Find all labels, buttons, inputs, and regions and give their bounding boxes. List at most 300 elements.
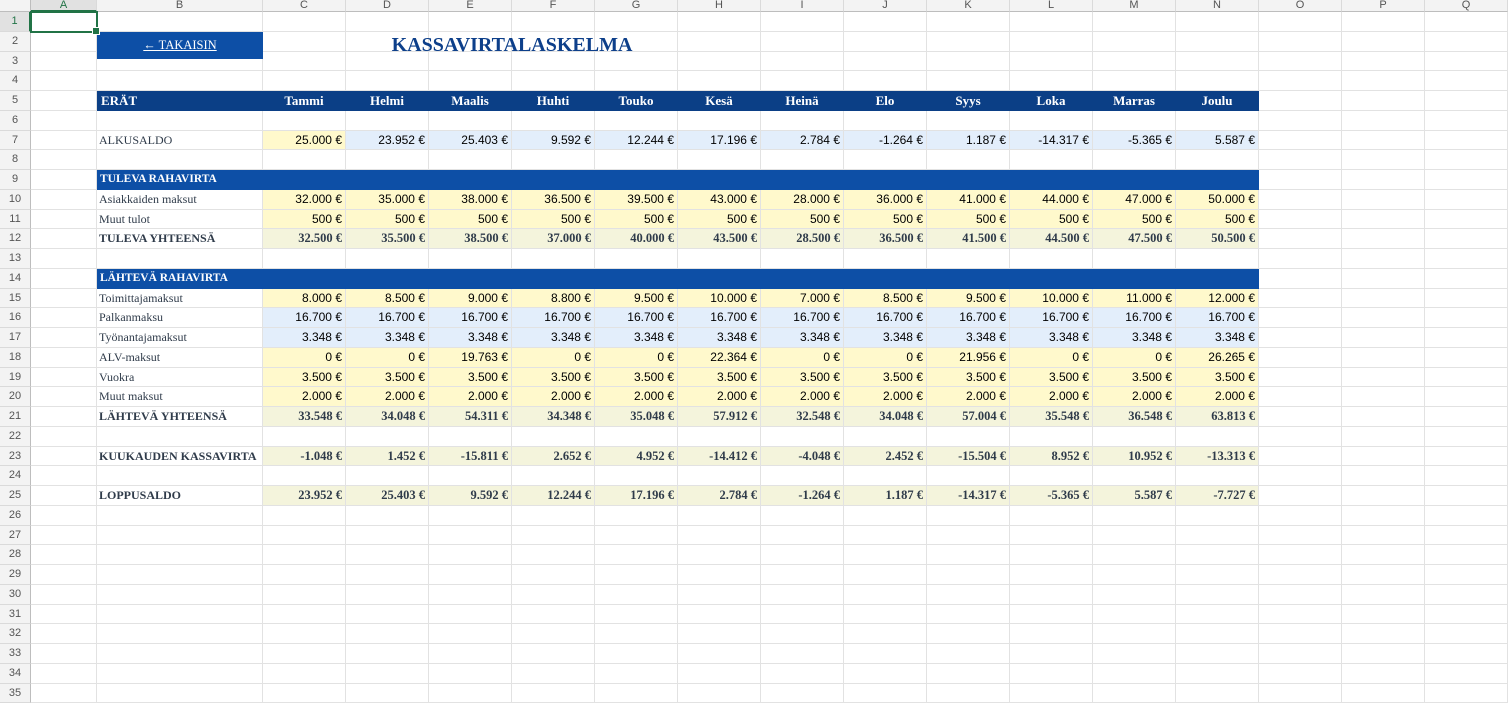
column-header-k[interactable]: K [927,0,1010,12]
inflow-row-label[interactable]: Asiakkaiden maksut [97,190,263,210]
outflow-value[interactable]: 3.348 € [761,328,844,348]
grid-cell[interactable] [263,605,346,625]
grid-cell[interactable] [927,249,1010,269]
row-header-34[interactable]: 34 [0,664,31,684]
grid-cell[interactable] [1259,466,1342,486]
row-header-31[interactable]: 31 [0,605,31,625]
grid-cell[interactable] [1176,624,1259,644]
grid-cell[interactable] [1342,210,1425,230]
opening-balance-value[interactable]: 12.244 € [595,131,678,151]
grid-cell[interactable] [263,71,346,91]
header-label-erat[interactable]: ERÄT [97,91,263,111]
outflow-row-label[interactable]: Toimittajamaksut [97,289,263,309]
grid-cell[interactable] [1342,585,1425,605]
month-header-elo[interactable]: Elo [844,91,927,111]
column-header-g[interactable]: G [595,0,678,12]
grid-cell[interactable] [346,526,429,546]
grid-cell[interactable] [844,506,927,526]
outflow-row-label[interactable]: Työnantajamaksut [97,328,263,348]
inflow-value[interactable]: 500 € [346,210,429,230]
grid-cell[interactable] [1342,624,1425,644]
closing-balance-value[interactable]: -1.264 € [761,486,844,506]
grid-cell[interactable] [844,111,927,131]
grid-cell[interactable] [1176,249,1259,269]
grid-cell[interactable] [927,684,1010,703]
outflow-value[interactable]: 19.763 € [429,348,512,368]
grid-cell[interactable] [1425,565,1508,585]
grid-cell[interactable] [97,664,263,684]
row-header-10[interactable]: 10 [0,190,31,210]
grid-cell[interactable] [1010,526,1093,546]
grid-cell[interactable] [1342,506,1425,526]
grid-cell[interactable] [346,585,429,605]
grid-cell[interactable] [678,466,761,486]
grid-cell[interactable] [429,565,512,585]
outflow-value[interactable]: 0 € [761,348,844,368]
monthly-cashflow-value[interactable]: 10.952 € [1093,447,1176,467]
fill-handle[interactable] [92,27,100,35]
grid-cell[interactable] [1342,328,1425,348]
grid-cell[interactable] [97,565,263,585]
grid-cell[interactable] [1342,526,1425,546]
grid-cell[interactable] [512,12,595,32]
month-header-kesä[interactable]: Kesä [678,91,761,111]
grid-cell[interactable] [429,684,512,703]
grid-cell[interactable] [1259,684,1342,703]
grid-cell[interactable] [263,624,346,644]
outflow-total-value[interactable]: 63.813 € [1176,407,1259,427]
monthly-cashflow-value[interactable]: -15.504 € [927,447,1010,467]
grid-cell[interactable] [31,526,97,546]
grid-cell[interactable] [1093,585,1176,605]
outflow-total-value[interactable]: 32.548 € [761,407,844,427]
grid-cell[interactable] [346,605,429,625]
outflow-value[interactable]: 3.348 € [595,328,678,348]
monthly-cashflow-value[interactable]: 1.452 € [346,447,429,467]
grid-cell[interactable] [1259,190,1342,210]
grid-cell[interactable] [31,565,97,585]
grid-cell[interactable] [1010,466,1093,486]
grid-cell[interactable] [761,526,844,546]
grid-cell[interactable] [1425,387,1508,407]
closing-balance-value[interactable]: 5.587 € [1093,486,1176,506]
grid-cell[interactable] [844,71,927,91]
grid-cell[interactable] [761,427,844,447]
grid-cell[interactable] [1342,605,1425,625]
outflow-value[interactable]: 2.000 € [927,387,1010,407]
grid-cell[interactable] [1342,170,1425,190]
grid-cell[interactable] [429,644,512,664]
grid-cell[interactable] [761,52,844,72]
outflow-value[interactable]: 8.500 € [346,289,429,309]
column-header-e[interactable]: E [429,0,512,12]
grid-cell[interactable] [97,427,263,447]
outflow-value[interactable]: 3.348 € [263,328,346,348]
outflow-value[interactable]: 16.700 € [1176,308,1259,328]
grid-cell[interactable] [31,624,97,644]
grid-cell[interactable] [1176,605,1259,625]
outflow-value[interactable]: 3.500 € [346,368,429,388]
grid-cell[interactable] [31,506,97,526]
outflow-value[interactable]: 16.700 € [512,308,595,328]
grid-cell[interactable] [595,111,678,131]
outflow-value[interactable]: 16.700 € [429,308,512,328]
outflow-total-value[interactable]: 33.548 € [263,407,346,427]
inflow-value[interactable]: 50.000 € [1176,190,1259,210]
grid-cell[interactable] [263,644,346,664]
inflow-total-value[interactable]: 35.500 € [346,229,429,249]
month-header-touko[interactable]: Touko [595,91,678,111]
monthly-cashflow-value[interactable]: -14.412 € [678,447,761,467]
grid-cell[interactable] [1259,328,1342,348]
outflow-value[interactable]: 8.000 € [263,289,346,309]
grid-cell[interactable] [346,466,429,486]
grid-cell[interactable] [1342,91,1425,111]
outflow-value[interactable]: 9.500 € [927,289,1010,309]
grid-cell[interactable] [595,150,678,170]
grid-cell[interactable] [1342,150,1425,170]
grid-cell[interactable] [761,644,844,664]
outflow-value[interactable]: 3.348 € [927,328,1010,348]
row-header-28[interactable]: 28 [0,545,31,565]
grid-cell[interactable] [1425,52,1508,72]
monthly-cashflow-value[interactable]: 2.652 € [512,447,595,467]
grid-cell[interactable] [97,605,263,625]
grid-cell[interactable] [1425,12,1508,32]
grid-cell[interactable] [1342,190,1425,210]
outflow-value[interactable]: 3.348 € [1010,328,1093,348]
closing-balance-value[interactable]: 23.952 € [263,486,346,506]
grid-cell[interactable] [1425,684,1508,703]
grid-cell[interactable] [927,12,1010,32]
grid-cell[interactable] [1010,111,1093,131]
grid-cell[interactable] [761,466,844,486]
grid-cell[interactable] [1093,664,1176,684]
grid-cell[interactable] [512,664,595,684]
month-header-syys[interactable]: Syys [927,91,1010,111]
grid-cell[interactable] [1093,565,1176,585]
inflow-value[interactable]: 500 € [1010,210,1093,230]
grid-cell[interactable] [1259,387,1342,407]
grid-cell[interactable] [97,526,263,546]
grid-cell[interactable] [97,585,263,605]
grid-cell[interactable] [1093,12,1176,32]
grid-cell[interactable] [263,249,346,269]
grid-cell[interactable] [1010,427,1093,447]
inflow-value[interactable]: 32.000 € [263,190,346,210]
grid-cell[interactable] [31,190,97,210]
grid-cell[interactable] [595,585,678,605]
column-header-i[interactable]: I [761,0,844,12]
grid-cell[interactable] [761,624,844,644]
grid-cell[interactable] [1093,150,1176,170]
grid-cell[interactable] [31,308,97,328]
grid-cell[interactable] [31,585,97,605]
grid-cell[interactable] [1425,664,1508,684]
grid-cell[interactable] [1010,565,1093,585]
grid-cell[interactable] [678,664,761,684]
grid-cell[interactable] [927,664,1010,684]
grid-cell[interactable] [429,12,512,32]
grid-cell[interactable] [761,545,844,565]
grid-cell[interactable] [97,150,263,170]
outflow-total-value[interactable]: 34.048 € [346,407,429,427]
grid-cell[interactable] [512,644,595,664]
grid-cell[interactable] [31,131,97,151]
grid-cell[interactable] [429,605,512,625]
grid-cell[interactable] [263,427,346,447]
grid-cell[interactable] [1425,71,1508,91]
outflow-value[interactable]: 11.000 € [1093,289,1176,309]
grid-cell[interactable] [1259,644,1342,664]
outflow-value[interactable]: 16.700 € [761,308,844,328]
outflow-value[interactable]: 3.500 € [512,368,595,388]
back-button[interactable]: ← TAKAISIN [97,32,263,60]
grid-cell[interactable] [1176,565,1259,585]
grid-cell[interactable] [927,506,1010,526]
grid-cell[interactable] [31,684,97,703]
grid-cell[interactable] [1425,624,1508,644]
column-header-l[interactable]: L [1010,0,1093,12]
grid-cell[interactable] [512,249,595,269]
grid-cell[interactable] [1425,526,1508,546]
outflow-total-label[interactable]: LÄHTEVÄ YHTEENSÄ [97,407,263,427]
outflow-value[interactable]: 3.500 € [927,368,1010,388]
grid-cell[interactable] [1010,71,1093,91]
grid-cell[interactable] [1093,52,1176,72]
grid-cell[interactable] [346,624,429,644]
grid-cell[interactable] [1425,466,1508,486]
grid-cell[interactable] [97,644,263,664]
grid-cell[interactable] [927,605,1010,625]
grid-cell[interactable] [512,624,595,644]
closing-balance-value[interactable]: 2.784 € [678,486,761,506]
grid-cell[interactable] [1093,684,1176,703]
row-header-17[interactable]: 17 [0,328,31,348]
grid-cell[interactable] [678,644,761,664]
grid-cell[interactable] [844,526,927,546]
outflow-value[interactable]: 0 € [1093,348,1176,368]
grid-cell[interactable] [678,52,761,72]
grid-cell[interactable] [429,71,512,91]
outflow-total-value[interactable]: 54.311 € [429,407,512,427]
grid-cell[interactable] [1176,684,1259,703]
grid-cell[interactable] [97,71,263,91]
grid-cell[interactable] [1425,150,1508,170]
grid-cell[interactable] [1425,91,1508,111]
grid-cell[interactable] [97,12,263,32]
grid-cell[interactable] [512,427,595,447]
month-header-tammi[interactable]: Tammi [263,91,346,111]
closing-balance-value[interactable]: -5.365 € [1010,486,1093,506]
column-header-n[interactable]: N [1176,0,1259,12]
grid-cell[interactable] [263,545,346,565]
grid-cell[interactable] [1342,111,1425,131]
closing-balance-value[interactable]: 17.196 € [595,486,678,506]
grid-cell[interactable] [1425,131,1508,151]
grid-cell[interactable] [595,506,678,526]
grid-cell[interactable] [678,249,761,269]
outflow-value[interactable]: 16.700 € [263,308,346,328]
grid-cell[interactable] [1425,210,1508,230]
monthly-cashflow-value[interactable]: 4.952 € [595,447,678,467]
grid-cell[interactable] [97,545,263,565]
grid-cell[interactable] [1259,407,1342,427]
grid-cell[interactable] [1259,269,1342,289]
grid-cell[interactable] [1093,624,1176,644]
opening-balance-value[interactable]: 9.592 € [512,131,595,151]
grid-cell[interactable] [761,32,844,52]
grid-cell[interactable] [346,664,429,684]
row-header-7[interactable]: 7 [0,131,31,151]
grid-cell[interactable] [1010,12,1093,32]
grid-cell[interactable] [429,585,512,605]
grid-cell[interactable] [263,565,346,585]
grid-cell[interactable] [429,249,512,269]
grid-cell[interactable] [927,585,1010,605]
grid-cell[interactable] [1259,111,1342,131]
outflow-value[interactable]: 2.000 € [595,387,678,407]
outflow-value[interactable]: 7.000 € [761,289,844,309]
grid-cell[interactable] [1259,308,1342,328]
grid-cell[interactable] [1176,32,1259,52]
grid-cell[interactable] [1342,308,1425,328]
grid-cell[interactable] [512,684,595,703]
row-header-29[interactable]: 29 [0,565,31,585]
grid-cell[interactable] [1010,624,1093,644]
outflow-value[interactable]: 3.500 € [429,368,512,388]
grid-cell[interactable] [1425,368,1508,388]
grid-cell[interactable] [1259,91,1342,111]
outflow-value[interactable]: 3.500 € [761,368,844,388]
grid-cell[interactable] [678,111,761,131]
grid-cell[interactable] [595,71,678,91]
grid-cell[interactable] [31,486,97,506]
row-header-11[interactable]: 11 [0,210,31,230]
closing-balance-value[interactable]: 9.592 € [429,486,512,506]
month-header-loka[interactable]: Loka [1010,91,1093,111]
grid-cell[interactable] [429,427,512,447]
grid-cell[interactable] [1176,150,1259,170]
grid-cell[interactable] [761,684,844,703]
outflow-value[interactable]: 3.500 € [1010,368,1093,388]
row-header-12[interactable]: 12 [0,229,31,249]
grid-cell[interactable] [1259,150,1342,170]
grid-cell[interactable] [761,585,844,605]
grid-cell[interactable] [263,585,346,605]
grid-cell[interactable] [678,12,761,32]
grid-cell[interactable] [1342,486,1425,506]
grid-cell[interactable] [1425,328,1508,348]
outflow-value[interactable]: 21.956 € [927,348,1010,368]
grid-cell[interactable] [1425,111,1508,131]
grid-cell[interactable] [1259,131,1342,151]
month-header-maalis[interactable]: Maalis [429,91,512,111]
grid-cell[interactable] [927,545,1010,565]
grid-cell[interactable] [1425,229,1508,249]
grid-cell[interactable] [263,684,346,703]
grid-cell[interactable] [1259,348,1342,368]
grid-cell[interactable] [844,644,927,664]
outflow-value[interactable]: 2.000 € [678,387,761,407]
grid-cell[interactable] [31,348,97,368]
column-header-q[interactable]: Q [1425,0,1508,12]
grid-cell[interactable] [844,664,927,684]
grid-cell[interactable] [595,565,678,585]
grid-cell[interactable] [1425,308,1508,328]
grid-cell[interactable] [595,12,678,32]
grid-cell[interactable] [678,565,761,585]
column-header-c[interactable]: C [263,0,346,12]
opening-balance-label[interactable]: ALKUSALDO [97,131,263,151]
grid-cell[interactable] [263,150,346,170]
grid-cell[interactable] [927,565,1010,585]
grid-cell[interactable] [31,407,97,427]
grid-cell[interactable] [761,111,844,131]
select-all-corner[interactable] [0,0,31,12]
inflow-total-value[interactable]: 47.500 € [1093,229,1176,249]
outflow-value[interactable]: 0 € [512,348,595,368]
grid-cell[interactable] [97,111,263,131]
grid-cell[interactable] [678,684,761,703]
inflow-row-label[interactable]: Muut tulot [97,210,263,230]
grid-cell[interactable] [429,526,512,546]
grid-cell[interactable] [678,71,761,91]
column-header-b[interactable]: B [97,0,263,12]
row-header-6[interactable]: 6 [0,111,31,131]
grid-cell[interactable] [346,71,429,91]
inflow-value[interactable]: 47.000 € [1093,190,1176,210]
outflow-value[interactable]: 12.000 € [1176,289,1259,309]
grid-cell[interactable] [1176,664,1259,684]
grid-cell[interactable] [1176,506,1259,526]
inflow-value[interactable]: 38.000 € [429,190,512,210]
grid-cell[interactable] [1176,644,1259,664]
month-header-marras[interactable]: Marras [1093,91,1176,111]
outflow-value[interactable]: 3.500 € [595,368,678,388]
grid-cell[interactable] [1259,52,1342,72]
inflow-total-value[interactable]: 37.000 € [512,229,595,249]
grid-cell[interactable] [1425,545,1508,565]
row-header-23[interactable]: 23 [0,447,31,467]
grid-cell[interactable] [1425,447,1508,467]
grid-cell[interactable] [429,111,512,131]
grid-cell[interactable] [595,427,678,447]
grid-cell[interactable] [263,506,346,526]
grid-cell[interactable] [346,249,429,269]
monthly-cashflow-value[interactable]: -13.313 € [1176,447,1259,467]
inflow-total-label[interactable]: TULEVA YHTEENSÄ [97,229,263,249]
grid-cell[interactable] [595,249,678,269]
grid-cell[interactable] [1176,111,1259,131]
grid-cell[interactable] [927,466,1010,486]
grid-cell[interactable] [1259,605,1342,625]
grid-cell[interactable] [512,605,595,625]
grid-cell[interactable] [844,249,927,269]
outflow-value[interactable]: 0 € [263,348,346,368]
row-header-32[interactable]: 32 [0,624,31,644]
grid-cell[interactable] [1425,407,1508,427]
outflow-total-value[interactable]: 35.548 € [1010,407,1093,427]
grid-cell[interactable] [1425,585,1508,605]
grid-cell[interactable] [512,545,595,565]
outflow-value[interactable]: 0 € [844,348,927,368]
monthly-cashflow-value[interactable]: 8.952 € [1010,447,1093,467]
grid-cell[interactable] [1259,545,1342,565]
grid-cell[interactable] [1342,131,1425,151]
outflow-value[interactable]: 16.700 € [844,308,927,328]
inflow-value[interactable]: 500 € [1176,210,1259,230]
